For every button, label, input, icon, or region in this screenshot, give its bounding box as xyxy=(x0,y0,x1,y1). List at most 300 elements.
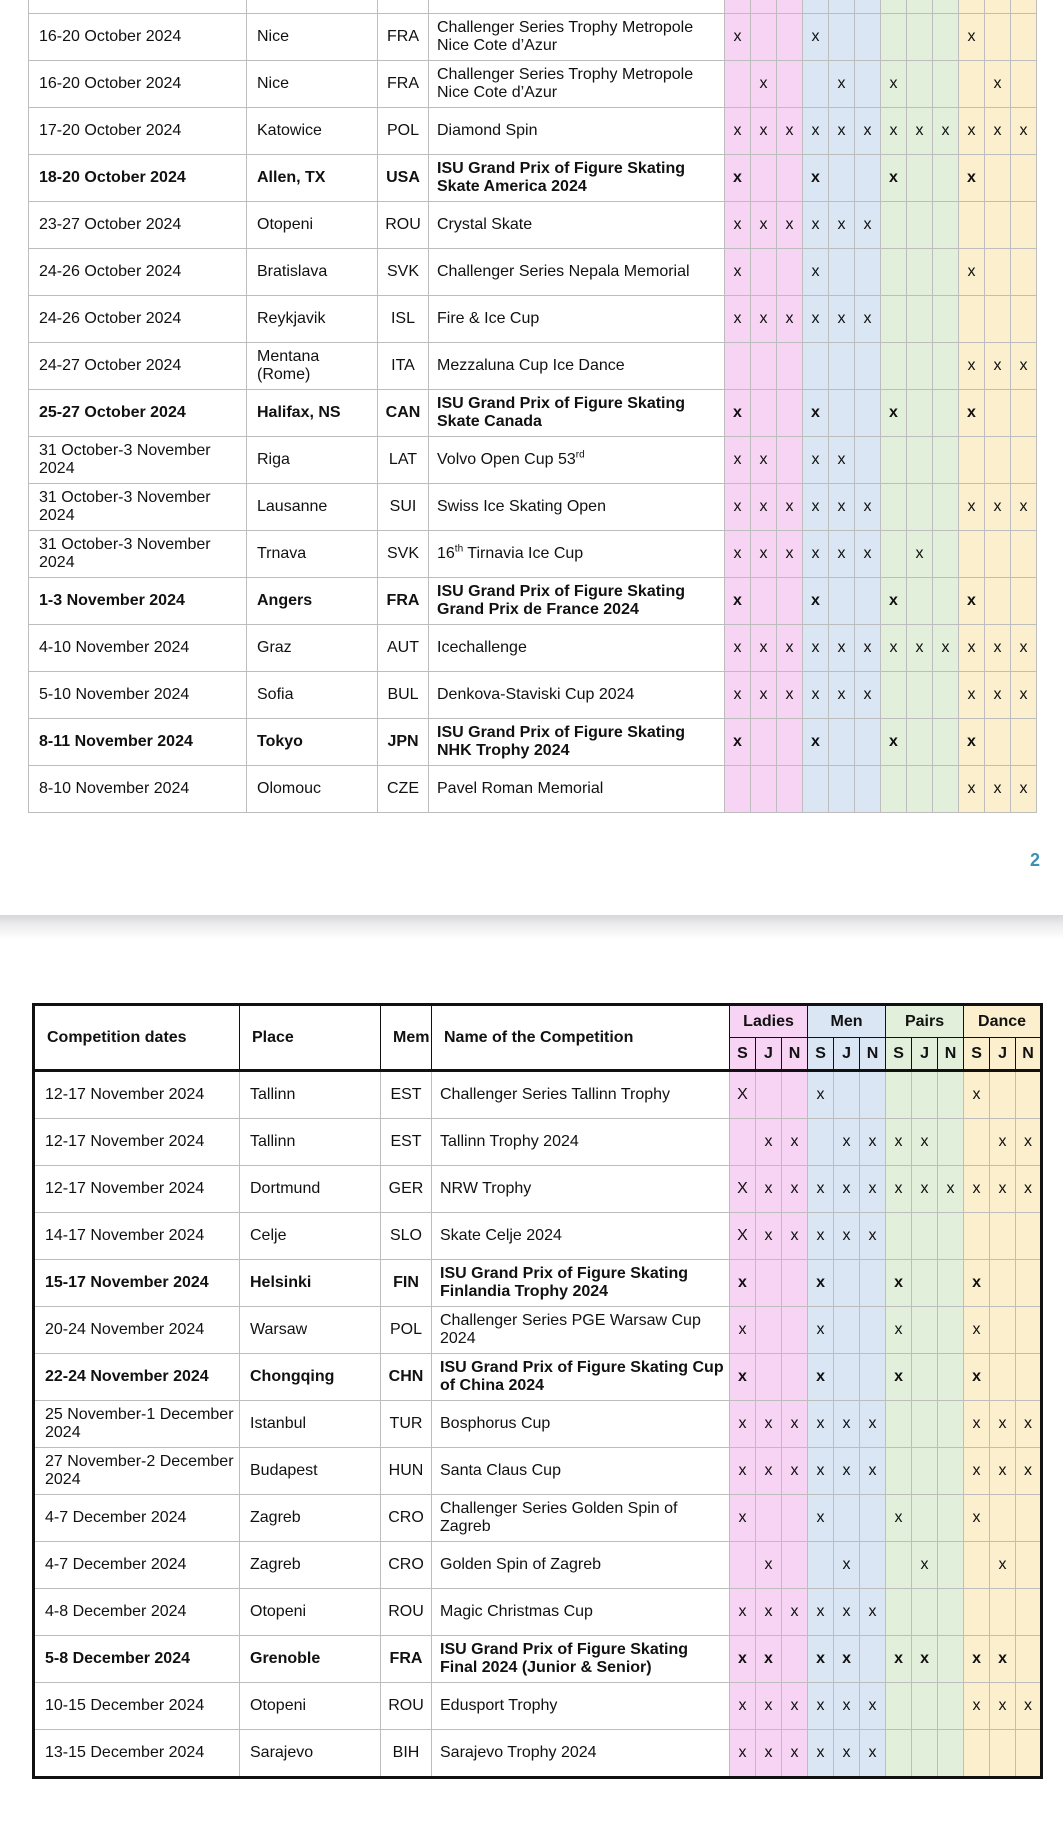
mark-men-j: x xyxy=(829,61,855,108)
mark-men-j: x xyxy=(834,1636,860,1683)
competition-member: EST xyxy=(381,1071,432,1119)
competition-member: TUR xyxy=(381,1401,432,1448)
mark-men-s: x xyxy=(808,1166,834,1213)
mark-pairs-n xyxy=(933,531,959,578)
mark-pairs-s xyxy=(881,672,907,719)
mark-ladies-j: x xyxy=(751,108,777,155)
competition-name-text: Challenger Series PGE Warsaw Cup 2024 xyxy=(440,1312,701,1347)
competition-name xyxy=(429,766,725,813)
mark-men-n xyxy=(855,14,881,61)
mark-pairs-j xyxy=(907,155,933,202)
mark-men-s: x xyxy=(808,1683,834,1730)
mark-ladies-s xyxy=(725,766,751,813)
competition-name xyxy=(429,202,725,249)
mark-ladies-s: x xyxy=(725,296,751,343)
mark-ladies-j: x xyxy=(756,1119,782,1166)
mark-ladies-n: x xyxy=(777,108,803,155)
table-row xyxy=(29,249,1037,296)
competition-date: 31 October-3 November 2024 xyxy=(29,437,247,484)
mark-ladies-j: x xyxy=(756,1730,782,1778)
mark-dance-s: x xyxy=(964,1307,990,1354)
mark-men-s: x xyxy=(803,531,829,578)
mark-ladies-n xyxy=(777,437,803,484)
mark-men-j: x xyxy=(834,1401,860,1448)
mark-pairs-j xyxy=(907,249,933,296)
mark-dance-j: x xyxy=(990,1119,1016,1166)
mark-ladies-n xyxy=(777,390,803,437)
mark-men-n xyxy=(855,578,881,625)
mark-men-n xyxy=(860,1260,886,1307)
mark-men-n: x xyxy=(855,296,881,343)
mark-men-n: x xyxy=(860,1730,886,1778)
mark-ladies-n: x xyxy=(782,1401,808,1448)
competition-date: 14-17 November 2024 xyxy=(34,1213,240,1260)
competition-name-text: Challenger Series Golden Spin of Zagreb xyxy=(440,1500,678,1535)
mark-ladies-j: x xyxy=(751,202,777,249)
mark-men-s: x xyxy=(803,296,829,343)
mark-ladies-n: x xyxy=(782,1683,808,1730)
competition-name-text: ISU Grand Prix of Figure Skating Cup of China 2024 xyxy=(440,1359,724,1394)
mark-pairs-n: x xyxy=(933,108,959,155)
competition-date: 12-17 November 2024 xyxy=(34,1071,240,1119)
mark-pairs-n xyxy=(933,484,959,531)
mark-dance-n xyxy=(1016,1730,1042,1778)
mark-ladies-s xyxy=(730,1119,756,1166)
mark-ladies-n: x xyxy=(782,1448,808,1495)
mark-men-s: x xyxy=(803,390,829,437)
table-row xyxy=(34,1495,1042,1542)
competition-date: 12-17 November 2024 xyxy=(34,1166,240,1213)
mark-men-j xyxy=(829,14,855,61)
mark-dance-n: x xyxy=(1016,1683,1042,1730)
competition-place: Halifax, NS xyxy=(247,390,378,437)
mark-dance-n: x xyxy=(1011,766,1037,813)
competition-name-text: Challenger Series Nepala Memorial xyxy=(437,263,690,280)
mark-men-j xyxy=(834,1354,860,1401)
competition-member: CHN xyxy=(381,1354,432,1401)
competition-place: Allen, TX xyxy=(247,155,378,202)
mark-pairs-j xyxy=(907,202,933,249)
mark-pairs-n xyxy=(933,766,959,813)
mark-men-n: x xyxy=(855,484,881,531)
mark-ladies-j xyxy=(751,719,777,766)
mark-dance-s: x xyxy=(959,108,985,155)
mark-dance-n: x xyxy=(1011,343,1037,390)
mark-pairs-s xyxy=(886,1683,912,1730)
mark-men-s: x xyxy=(803,202,829,249)
mark-pairs-j xyxy=(912,1448,938,1495)
mark-ladies-j: x xyxy=(751,625,777,672)
mark-dance-n: x xyxy=(1016,1448,1042,1495)
table-row xyxy=(29,719,1037,766)
table-row xyxy=(34,1307,1042,1354)
competition-date: 16-20 October 2024 xyxy=(29,14,247,61)
mark-dance-s xyxy=(959,437,985,484)
mark-ladies-j: x xyxy=(756,1683,782,1730)
mark-dance-s: x xyxy=(959,766,985,813)
mark-dance-n xyxy=(1016,1636,1042,1683)
mark-pairs-j xyxy=(912,1401,938,1448)
competition-date: 20-24 November 2024 xyxy=(34,1307,240,1354)
mark-men-s xyxy=(803,343,829,390)
mark-men-s: x xyxy=(808,1730,834,1778)
mark-dance-j: x xyxy=(990,1636,1016,1683)
mark-ladies-n xyxy=(777,61,803,108)
mark-ladies-n xyxy=(782,1495,808,1542)
mark-dance-s: x xyxy=(964,1260,990,1307)
mark-ladies-n: x xyxy=(777,531,803,578)
mark-men-n xyxy=(860,1495,886,1542)
competition-name-text: Bosphorus Cup xyxy=(440,1415,551,1432)
mark-pairs-n xyxy=(933,390,959,437)
table-row xyxy=(34,1589,1042,1636)
mark-men-j xyxy=(829,155,855,202)
mark-pairs-s: x xyxy=(881,719,907,766)
mark-men-s: x xyxy=(808,1589,834,1636)
mark-men-j xyxy=(834,1495,860,1542)
mark-pairs-s xyxy=(886,1213,912,1260)
mark-ladies-j: x xyxy=(751,484,777,531)
competition-place: Sarajevo xyxy=(240,1730,381,1778)
header-ladies-j: J xyxy=(756,1038,782,1071)
mark-dance-n xyxy=(1011,155,1037,202)
mark-dance-s: x xyxy=(959,719,985,766)
mark-men-n xyxy=(855,249,881,296)
competition-date: 17-20 October 2024 xyxy=(29,108,247,155)
mark-ladies-j xyxy=(756,1354,782,1401)
mark-pairs-n xyxy=(938,1119,964,1166)
mark-men-n: x xyxy=(855,672,881,719)
mark-men-s xyxy=(808,1542,834,1589)
competition-name xyxy=(429,437,725,484)
mark-pairs-j xyxy=(907,719,933,766)
competition-member: SVK xyxy=(378,531,429,578)
mark-men-j: x xyxy=(829,484,855,531)
competition-date: 25-27 October 2024 xyxy=(29,390,247,437)
mark-dance-n: x xyxy=(1011,672,1037,719)
mark-dance-s: x xyxy=(964,1683,990,1730)
competition-date: 5-10 November 2024 xyxy=(29,672,247,719)
mark-men-n xyxy=(860,1071,886,1119)
competition-name xyxy=(432,1307,730,1354)
mark-pairs-j xyxy=(912,1354,938,1401)
competition-place: Angers xyxy=(247,578,378,625)
mark-dance-s: x xyxy=(959,390,985,437)
competition-place: Nice xyxy=(247,61,378,108)
competition-name xyxy=(429,578,725,625)
mark-dance-n xyxy=(1016,1495,1042,1542)
competition-name-text: Mezzaluna Cup Ice Dance xyxy=(437,357,625,374)
competition-name xyxy=(432,1213,730,1260)
mark-ladies-j xyxy=(756,1495,782,1542)
mark-men-n xyxy=(855,155,881,202)
competition-member: POL xyxy=(381,1307,432,1354)
table-row xyxy=(34,1401,1042,1448)
competition-name xyxy=(429,390,725,437)
mark-men-j: x xyxy=(829,531,855,578)
mark-dance-n xyxy=(1016,1213,1042,1260)
mark-pairs-j: x xyxy=(912,1636,938,1683)
mark-dance-s: x xyxy=(964,1495,990,1542)
mark-men-n xyxy=(860,1542,886,1589)
competition-member: FRA xyxy=(381,1636,432,1683)
competition-date: 25 November-1 December 2024 xyxy=(34,1401,240,1448)
mark-ladies-j: x xyxy=(756,1448,782,1495)
competition-name-text: ISU Grand Prix of Figure Skating Skate America 2024 xyxy=(437,160,686,195)
header-pairs-n: N xyxy=(938,1038,964,1071)
competition-name-text: Icechallenge xyxy=(437,639,527,656)
mark-pairs-s xyxy=(881,296,907,343)
mark-ladies-s: X xyxy=(730,1166,756,1213)
competition-member: CZE xyxy=(378,766,429,813)
table-row xyxy=(29,61,1037,108)
competition-date: 15-17 November 2024 xyxy=(34,1260,240,1307)
mark-ladies-s: x xyxy=(725,578,751,625)
mark-pairs-n xyxy=(938,1589,964,1636)
mark-ladies-s: x xyxy=(730,1354,756,1401)
competition-name-text: Crystal Skate xyxy=(437,216,533,233)
header-men: Men xyxy=(808,1005,886,1038)
mark-pairs-j xyxy=(907,672,933,719)
competition-member: EST xyxy=(381,1119,432,1166)
competition-name-text: Pavel Roman Memorial xyxy=(437,780,604,797)
competition-name xyxy=(432,1071,730,1119)
header-ladies-s: S xyxy=(730,1038,756,1071)
competition-place: Trnava xyxy=(247,531,378,578)
mark-pairs-j xyxy=(907,484,933,531)
mark-ladies-j: x xyxy=(751,61,777,108)
competition-name xyxy=(432,1542,730,1589)
mark-pairs-j: x xyxy=(912,1166,938,1213)
mark-pairs-j xyxy=(912,1495,938,1542)
table-row xyxy=(29,390,1037,437)
competition-name-sup: rd xyxy=(575,449,585,461)
competition-date: 4-7 December 2024 xyxy=(34,1495,240,1542)
mark-ladies-s: x xyxy=(730,1260,756,1307)
mark-dance-n: x xyxy=(1016,1119,1042,1166)
mark-men-n xyxy=(855,343,881,390)
mark-pairs-j xyxy=(912,1307,938,1354)
mark-dance-j: x xyxy=(985,343,1011,390)
mark-ladies-j xyxy=(756,1071,782,1119)
mark-ladies-s: x xyxy=(725,437,751,484)
mark-pairs-j xyxy=(907,296,933,343)
competition-date: 8-10 November 2024 xyxy=(29,766,247,813)
mark-pairs-s xyxy=(886,1730,912,1778)
mark-dance-j: x xyxy=(985,61,1011,108)
competition-date: 12-17 November 2024 xyxy=(34,1119,240,1166)
mark-men-s: x xyxy=(803,249,829,296)
header-dance: Dance xyxy=(964,1005,1042,1038)
mark-ladies-j: x xyxy=(756,1636,782,1683)
mark-men-n: x xyxy=(860,1119,886,1166)
header-mem: Mem xyxy=(381,1005,432,1071)
mark-ladies-j xyxy=(751,14,777,61)
mark-pairs-n xyxy=(933,578,959,625)
mark-men-j: x xyxy=(834,1166,860,1213)
mark-men-s: x xyxy=(803,484,829,531)
competition-name-text: Diamond Spin xyxy=(437,122,538,139)
competition-name xyxy=(432,1589,730,1636)
competition-place: Dortmund xyxy=(240,1166,381,1213)
mark-men-s: x xyxy=(803,578,829,625)
competition-name xyxy=(432,1260,730,1307)
mark-dance-s: x xyxy=(959,672,985,719)
mark-men-s: x xyxy=(803,14,829,61)
mark-men-j xyxy=(829,343,855,390)
competition-place: Tallinn xyxy=(240,1071,381,1119)
competition-place: Sofia xyxy=(247,672,378,719)
mark-pairs-j xyxy=(912,1260,938,1307)
mark-dance-n xyxy=(1016,1071,1042,1119)
mark-ladies-s: X xyxy=(730,1213,756,1260)
mark-men-n: x xyxy=(860,1589,886,1636)
competition-name-text: Tirnavia Ice Cup xyxy=(463,545,584,562)
mark-pairs-s: x xyxy=(886,1119,912,1166)
competition-member: FRA xyxy=(378,61,429,108)
mark-ladies-j: x xyxy=(756,1213,782,1260)
mark-dance-s: x xyxy=(964,1071,990,1119)
mark-ladies-j: x xyxy=(756,1589,782,1636)
competition-name xyxy=(429,531,725,578)
competition-name xyxy=(429,625,725,672)
mark-pairs-j xyxy=(907,578,933,625)
mark-ladies-n: x xyxy=(782,1119,808,1166)
mark-men-j: x xyxy=(829,202,855,249)
mark-ladies-s: x xyxy=(725,14,751,61)
mark-ladies-n xyxy=(777,578,803,625)
competition-name xyxy=(429,249,725,296)
mark-men-j: x xyxy=(829,625,855,672)
mark-ladies-j xyxy=(751,766,777,813)
mark-dance-n: x xyxy=(1016,1401,1042,1448)
mark-dance-j: x xyxy=(985,625,1011,672)
competition-member: ISL xyxy=(378,296,429,343)
header-pairs: Pairs xyxy=(886,1005,964,1038)
header-dance-n: N xyxy=(1016,1038,1042,1071)
mark-ladies-j xyxy=(751,343,777,390)
competition-member: ROU xyxy=(381,1589,432,1636)
mark-dance-s: x xyxy=(964,1448,990,1495)
table-row xyxy=(29,343,1037,390)
mark-pairs-n xyxy=(933,437,959,484)
competition-place: Otopeni xyxy=(247,202,378,249)
mark-pairs-s: x xyxy=(886,1307,912,1354)
mark-pairs-j xyxy=(912,1213,938,1260)
competition-name-text: Santa Claus Cup xyxy=(440,1462,561,1479)
mark-pairs-j xyxy=(912,1683,938,1730)
mark-dance-s xyxy=(964,1589,990,1636)
mark-ladies-s: X xyxy=(730,1071,756,1119)
mark-men-n: x xyxy=(860,1683,886,1730)
table-row xyxy=(29,484,1037,531)
table-row xyxy=(29,14,1037,61)
mark-pairs-j: x xyxy=(907,531,933,578)
competition-place: Mentana (Rome) xyxy=(247,343,378,390)
competition-member: FIN xyxy=(381,1260,432,1307)
competition-date: 24-26 October 2024 xyxy=(29,249,247,296)
mark-dance-n xyxy=(1011,578,1037,625)
mark-ladies-j xyxy=(756,1307,782,1354)
competition-place: Chongqing xyxy=(240,1354,381,1401)
table-row xyxy=(29,766,1037,813)
mark-men-s: x xyxy=(808,1636,834,1683)
mark-pairs-n xyxy=(933,61,959,108)
mark-pairs-s xyxy=(881,202,907,249)
mark-ladies-j xyxy=(751,390,777,437)
competition-name xyxy=(432,1166,730,1213)
competition-name xyxy=(432,1636,730,1683)
mark-dance-s xyxy=(964,1213,990,1260)
mark-dance-j: x xyxy=(990,1683,1016,1730)
table-row xyxy=(34,1119,1042,1166)
mark-dance-j xyxy=(990,1730,1016,1778)
mark-dance-n xyxy=(1011,296,1037,343)
mark-men-j: x xyxy=(834,1542,860,1589)
competition-name xyxy=(429,108,725,155)
competition-member: SVK xyxy=(378,249,429,296)
mark-dance-j xyxy=(990,1213,1016,1260)
competitions-table-bottom xyxy=(32,1003,1043,1779)
mark-pairs-s: x xyxy=(886,1636,912,1683)
table-row xyxy=(29,437,1037,484)
mark-dance-n xyxy=(1016,1542,1042,1589)
table-row xyxy=(29,578,1037,625)
mark-dance-s xyxy=(959,61,985,108)
mark-pairs-j xyxy=(907,61,933,108)
competition-date: 18-20 October 2024 xyxy=(29,155,247,202)
mark-dance-s: x xyxy=(964,1354,990,1401)
mark-dance-j xyxy=(985,390,1011,437)
mark-pairs-j xyxy=(907,14,933,61)
mark-dance-s xyxy=(959,531,985,578)
mark-pairs-j: x xyxy=(912,1542,938,1589)
mark-dance-s: x xyxy=(964,1166,990,1213)
competition-place: Otopeni xyxy=(240,1589,381,1636)
mark-dance-j xyxy=(990,1589,1016,1636)
header-men-s: S xyxy=(808,1038,834,1071)
mark-men-j: x xyxy=(834,1683,860,1730)
mark-dance-s xyxy=(959,296,985,343)
competitions-table-top-body xyxy=(29,0,1037,813)
mark-ladies-s: x xyxy=(725,155,751,202)
mark-pairs-n xyxy=(933,249,959,296)
mark-men-s: x xyxy=(808,1354,834,1401)
table-row xyxy=(34,1448,1042,1495)
mark-dance-n: x xyxy=(1016,1166,1042,1213)
competition-name xyxy=(429,719,725,766)
mark-dance-s xyxy=(964,1119,990,1166)
table-row xyxy=(34,1354,1042,1401)
mark-pairs-s xyxy=(881,531,907,578)
competition-place: Tallinn xyxy=(240,1119,381,1166)
mark-pairs-n xyxy=(933,296,959,343)
mark-ladies-n xyxy=(777,766,803,813)
mark-pairs-j xyxy=(912,1589,938,1636)
mark-dance-j xyxy=(985,296,1011,343)
competition-name-text: Skate Celje 2024 xyxy=(440,1227,562,1244)
mark-pairs-j xyxy=(907,343,933,390)
mark-men-s xyxy=(803,766,829,813)
mark-ladies-n: x xyxy=(782,1730,808,1778)
mark-pairs-n xyxy=(933,343,959,390)
mark-men-j: x xyxy=(834,1589,860,1636)
competition-name-sup: th xyxy=(454,543,464,555)
header-place: Place xyxy=(240,1005,381,1071)
mark-pairs-n xyxy=(938,1071,964,1119)
mark-ladies-s: x xyxy=(725,202,751,249)
mark-ladies-j xyxy=(756,1260,782,1307)
